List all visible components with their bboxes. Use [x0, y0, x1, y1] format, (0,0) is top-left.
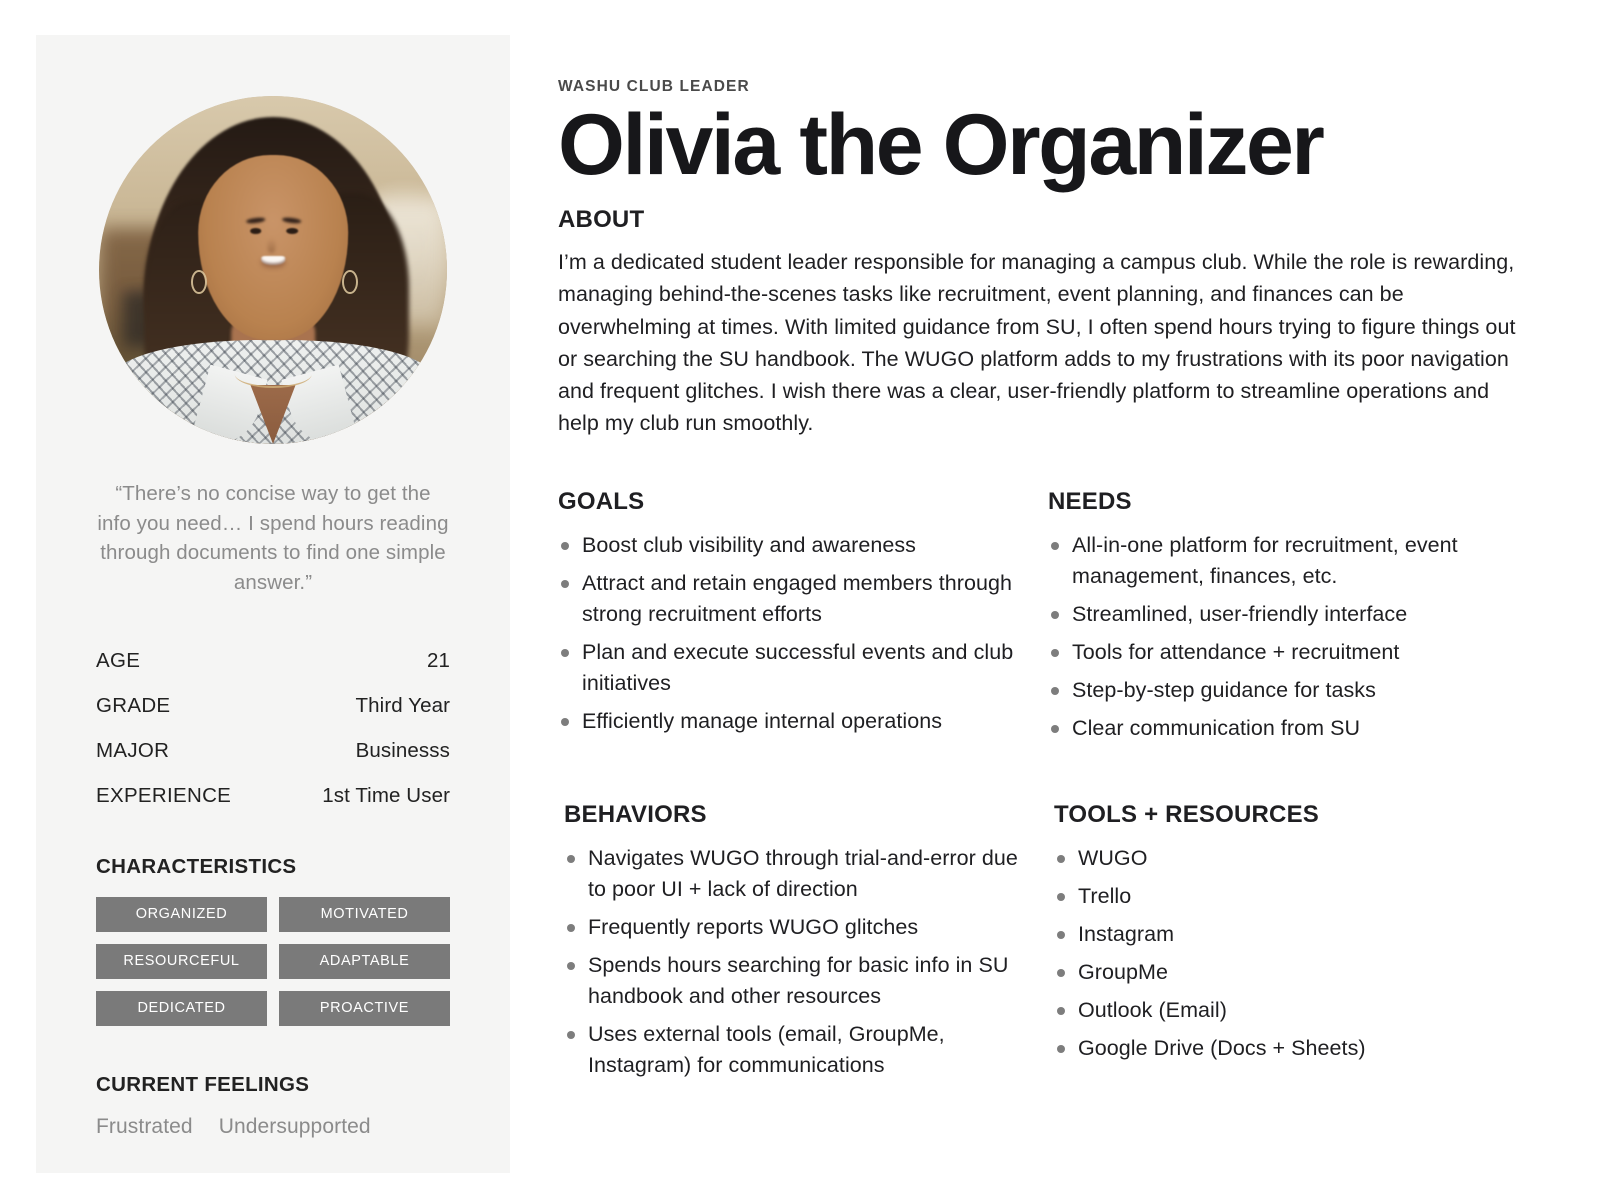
persona-sidebar: [36, 35, 510, 1173]
current-feelings-list: [96, 1115, 450, 1139]
photo-eyebrow-right: [282, 217, 302, 224]
list-item: Spends hours searching for basic info in SU handbook and other resources: [564, 950, 1040, 1012]
photo-eye-left: [250, 228, 261, 234]
needs-list: [1048, 530, 1510, 744]
fact-value: 1st Time User: [322, 784, 450, 807]
current-feelings-heading: CURRENT FEELINGS: [96, 1073, 310, 1096]
persona-main-content: [558, 78, 1518, 1088]
fact-row-major: [96, 739, 450, 763]
list-item: Clear communication from SU: [1048, 713, 1510, 744]
fact-row-experience: [96, 784, 450, 808]
list-item: Plan and execute successful events and club initiatives: [558, 637, 1040, 699]
avatar-photo: [99, 96, 447, 444]
characteristic-tag: PROACTIVE: [279, 991, 450, 1026]
list-item: Step-by-step guidance for tasks: [1048, 675, 1510, 706]
fact-value: Third Year: [355, 694, 450, 717]
list-item: All-in-one platform for recruitment, event management, finances, etc.: [1048, 530, 1510, 592]
characteristics-heading: CHARACTERISTICS: [96, 855, 297, 878]
list-item: Attract and retain engaged members through strong recruitment efforts: [558, 568, 1040, 630]
list-item: Uses external tools (email, GroupMe, Instagram) for communications: [564, 1019, 1040, 1081]
list-item: Trello: [1054, 881, 1510, 912]
tools-resources-list: [1054, 843, 1510, 1064]
fact-label: EXPERIENCE: [96, 784, 232, 807]
list-item: Streamlined, user-friendly interface: [1048, 599, 1510, 630]
photo-necklace: [235, 360, 312, 388]
photo-nose: [268, 238, 275, 253]
characteristics-tag-grid: [96, 897, 450, 1026]
list-item: Google Drive (Docs + Sheets): [1054, 1033, 1510, 1064]
about-heading: ABOUT: [558, 206, 645, 233]
needs-heading: NEEDS: [1048, 487, 1132, 515]
list-item: Efficiently manage internal operations: [558, 706, 1040, 737]
persona-role-eyebrow: WASHU CLUB LEADER: [558, 78, 750, 95]
persona-quote: “There’s no concise way to get the info you need… I spend hours reading through documents to find one simple answer.”: [97, 482, 449, 594]
photo-smile: [261, 256, 285, 266]
characteristic-tag: MOTIVATED: [279, 897, 450, 932]
persona-facts-list: [96, 649, 450, 808]
tools-resources-heading: TOOLS + RESOURCES: [1054, 800, 1320, 828]
characteristic-tag: RESOURCEFUL: [96, 944, 267, 979]
goals-list: [558, 530, 1040, 737]
behaviors-list: [564, 843, 1040, 1081]
behaviors-section: [558, 801, 1048, 1088]
page-title: Olivia the Organizer: [558, 97, 1323, 193]
persona-columns: [558, 488, 1518, 1088]
behaviors-heading: BEHAVIORS: [564, 800, 707, 828]
about-body: I’m a dedicated student leader responsible for managing a campus club. While the role is rewarding, managing behind-the-scenes tasks like recruitment, event planning, and finances can be overwhelming at times. With limited guidance from SU, I often spend hours trying to figure things out or searching the SU handbook. The WUGO platform adds to my frustrations with its poor navigation and frequent glitches. I wish there was a clear, user-friendly platform to streamline operations and help my club run smoothly.: [558, 250, 1516, 436]
goals-heading: GOALS: [558, 487, 645, 515]
fact-row-grade: [96, 694, 450, 718]
fact-value: 21: [426, 649, 450, 672]
fact-label: AGE: [96, 649, 141, 672]
list-item: Outlook (Email): [1054, 995, 1510, 1026]
fact-label: MAJOR: [96, 739, 170, 762]
fact-row-age: [96, 649, 450, 673]
feeling-item: Undersupported: [218, 1115, 371, 1138]
list-item: Instagram: [1054, 919, 1510, 950]
list-item: GroupMe: [1054, 957, 1510, 988]
tools-resources-section: [1048, 801, 1518, 1088]
fact-value: Businesss: [355, 739, 450, 762]
list-item: WUGO: [1054, 843, 1510, 874]
fact-label: GRADE: [96, 694, 171, 717]
photo-eyebrow-left: [246, 217, 266, 224]
list-item: Navigates WUGO through trial-and-error due to poor UI + lack of direction: [564, 843, 1040, 905]
avatar: [99, 96, 447, 444]
characteristic-tag: ADAPTABLE: [279, 944, 450, 979]
list-item: Frequently reports WUGO glitches: [564, 912, 1040, 943]
photo-eye-right: [286, 228, 297, 234]
needs-section: [1048, 488, 1518, 751]
list-item: Boost club visibility and awareness: [558, 530, 1040, 561]
characteristic-tag: ORGANIZED: [96, 897, 267, 932]
characteristic-tag: DEDICATED: [96, 991, 267, 1026]
goals-section: [558, 488, 1048, 751]
list-item: Tools for attendance + recruitment: [1048, 637, 1510, 668]
feeling-item: Frustrated: [96, 1115, 193, 1138]
